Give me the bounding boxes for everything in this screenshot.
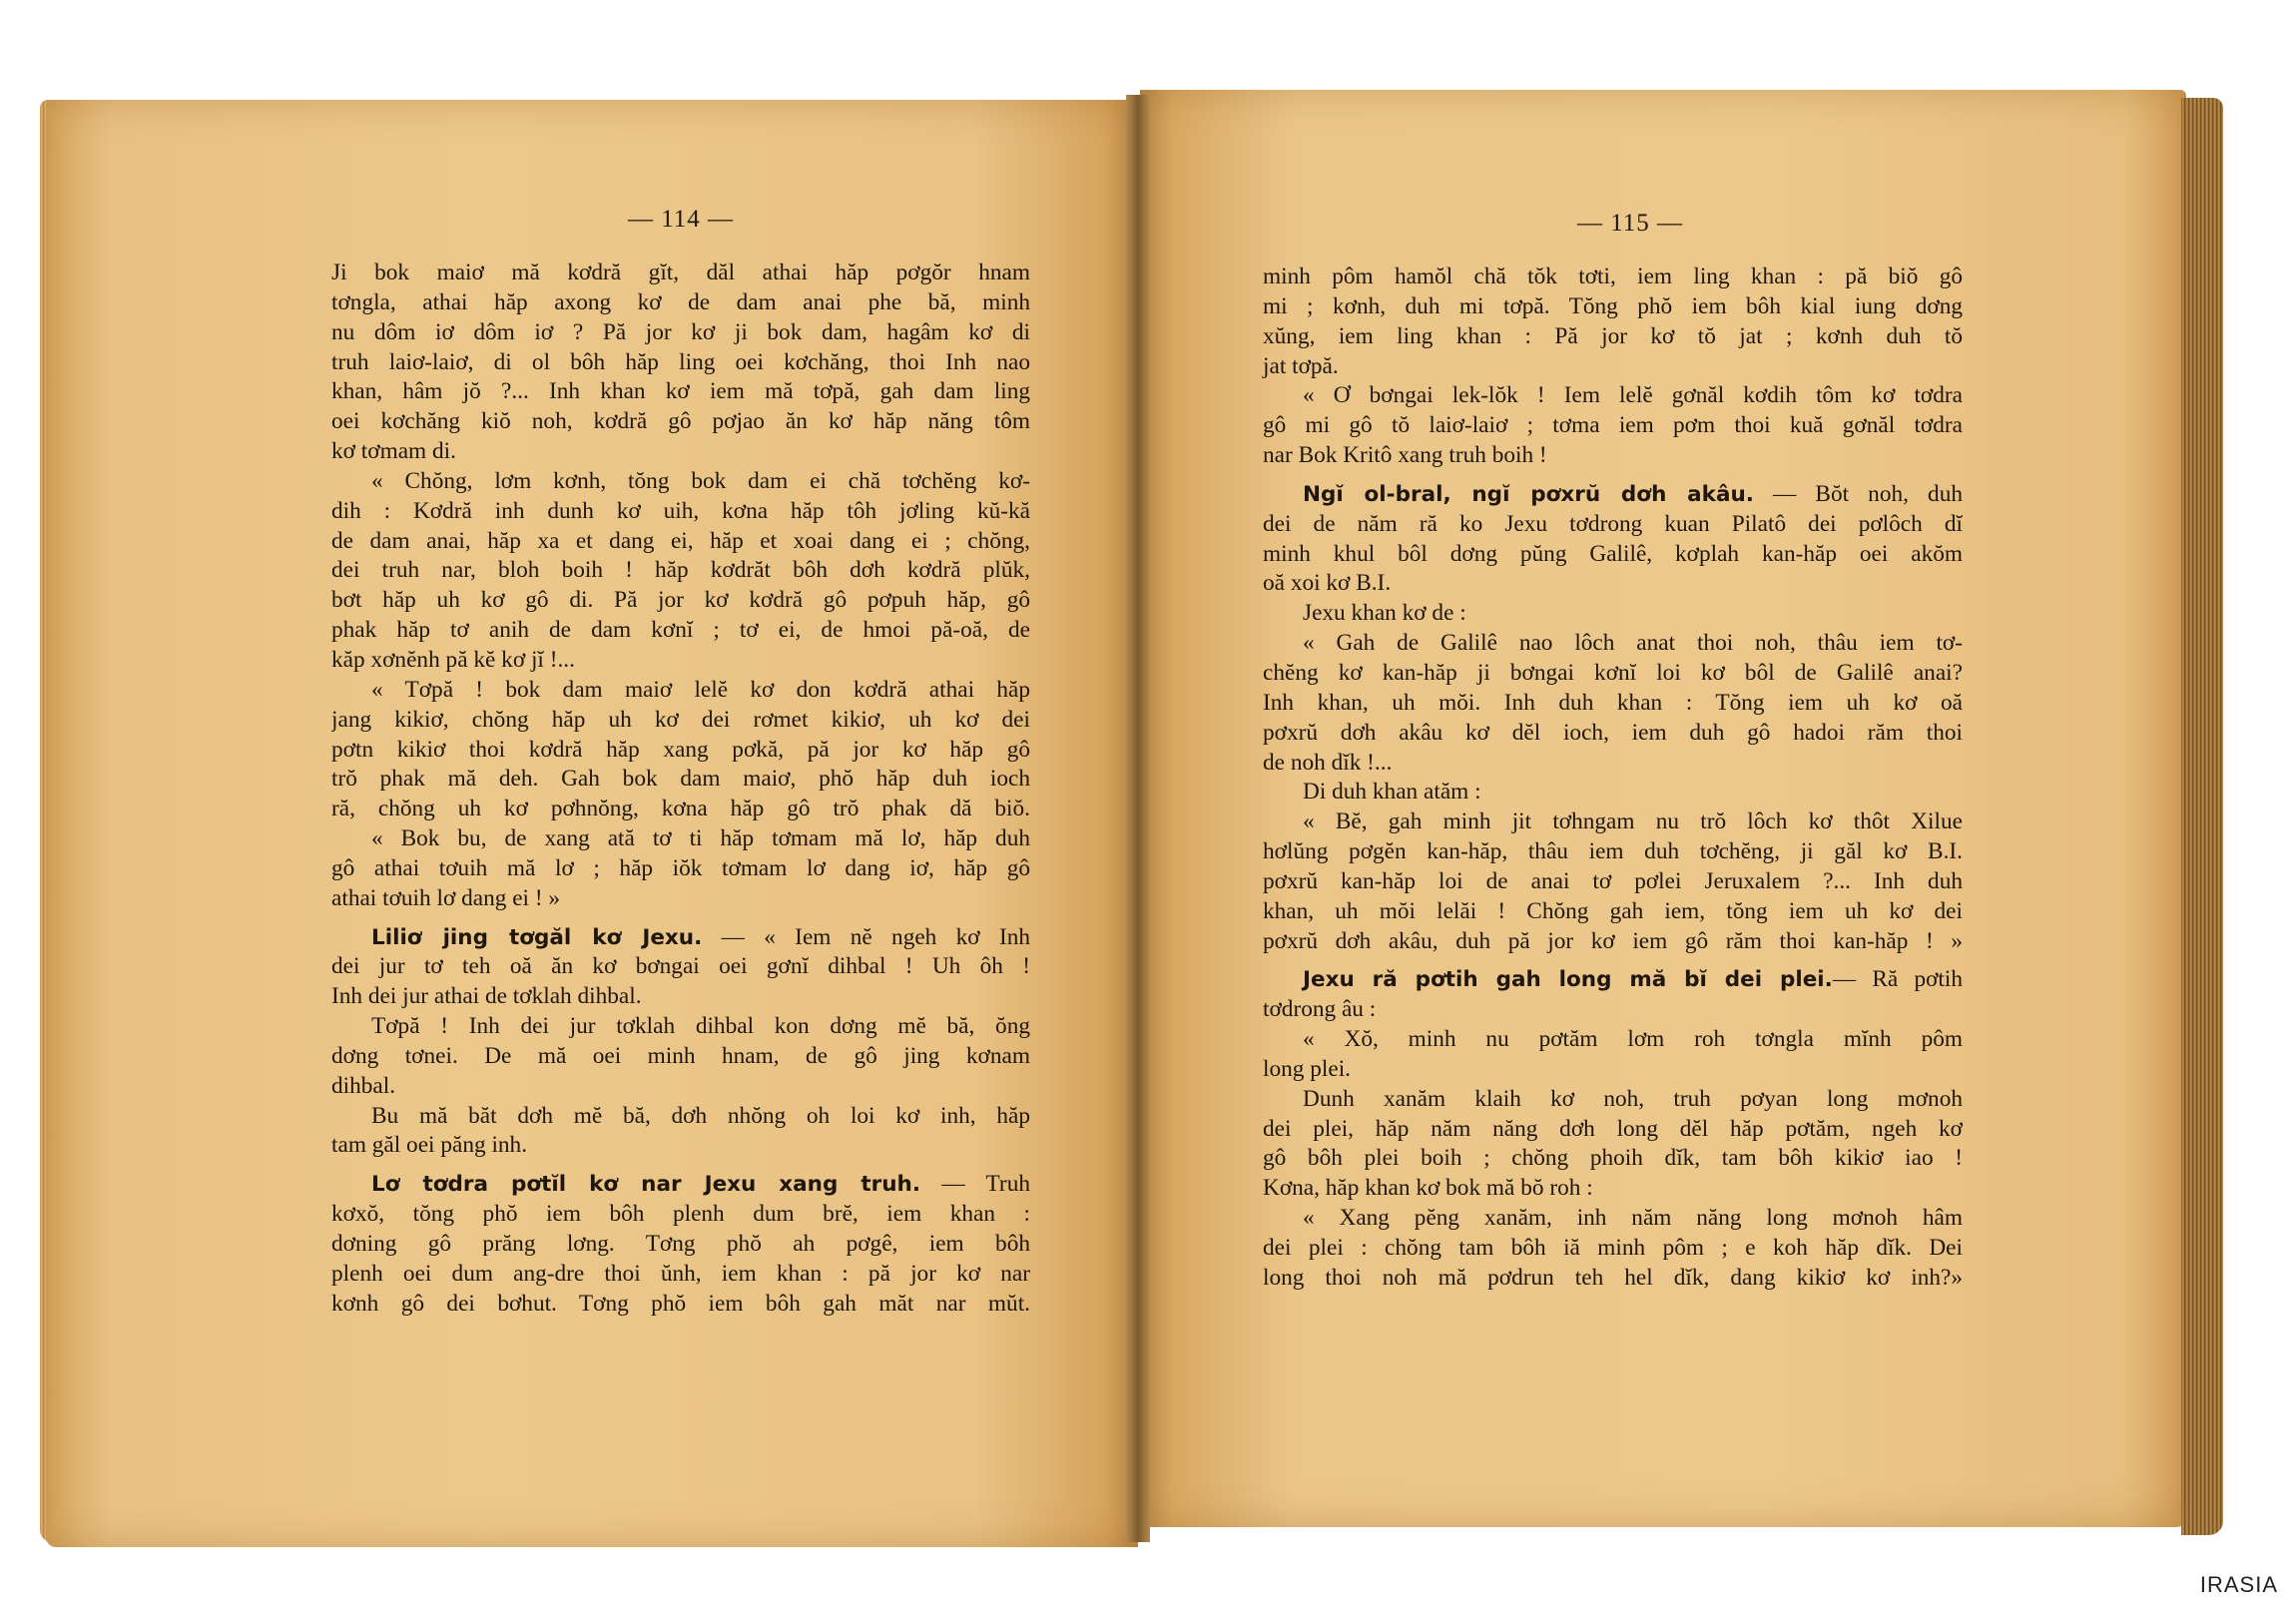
line-text: de noh dĭk !... [1263,749,1393,776]
line-text: — Truh [920,1171,1030,1198]
line-text: oei kơchăng kiŏ noh, kơdră gô pơjao ăn kơ hăp năng tôm [331,408,1030,435]
line-text: Inh dei jur athai de tơklah dihbal. [331,983,642,1010]
line-text: pơxrŭ dơh akâu kơ dĕl ioch, iem duh gô hadoi răm thoi [1263,719,1963,746]
text-line [1263,441,1963,471]
book-spine [1126,95,1150,1542]
text-line [331,736,1030,766]
right-page-text [1263,263,1963,1294]
right-page-edges [2181,98,2223,1535]
text-line [331,1290,1030,1320]
text-line [331,586,1030,616]
line-text: athai tơuih lơ dang ei ! » [331,884,561,911]
line-text: chĕng kơ kan-hăp ji bơngai kơnĭ loi kơ bôl de Galilê anai? [1263,659,1963,686]
line-text: — Bŏt noh, duh [1753,480,1963,507]
line-text: dơng tơnei. De mă oei minh hnam, de gô jing kơnam [331,1042,1030,1069]
text-line [1263,1085,1963,1115]
line-text: dei plei, hăp năm năng dơh long dĕl hăp pơtăm, ngeh kơ [1263,1115,1963,1142]
text-line [1263,1234,1963,1264]
text-line [1263,1264,1963,1294]
text-line [331,348,1030,378]
line-text: gô bôh plei boih ; chŏng phoih dĭk, tam bôh kikiơ iao ! [1263,1145,1963,1172]
text-line [331,824,1030,854]
text-line [1263,1025,1963,1055]
irasia-watermark: IRASIA [2199,1572,2278,1597]
text-line [331,1260,1030,1290]
text-line [1263,749,1963,779]
right-page-number: — 115 — [1576,210,1684,237]
line-text: gô athai tơuih mă lơ ; hăp iŏk tơmam lơ dang iơ, hăp gô [331,854,1030,881]
line-text: jat tơpă. [1263,352,1339,379]
line-text: « Xang pĕng xanăm, inh năm năng long mơnoh hâm [1303,1205,1963,1232]
text-line [331,437,1030,467]
line-text: truh laiơ-laiơ, di ol bôh hăp ling oei kơchăng, thoi Inh nao [331,348,1030,375]
text-line [1263,719,1963,749]
text-line [1263,322,1963,352]
text-line [331,1012,1030,1042]
line-text: Inh khan, uh mŏi. Inh duh khan : Tŏng iem uh kơ oă [1263,689,1963,716]
text-line [331,923,1030,953]
text-line [1263,569,1963,599]
text-line [331,407,1030,437]
line-text: dihbal. [331,1072,396,1099]
line-text: Bu mă băt dơh mĕ bă, dơh nhŏng oh loi kơ inh, hăp [371,1102,1030,1129]
text-line [1263,867,1963,897]
line-text: dih : Kơdră inh dunh kơ uih, kơna hăp tôh jơling kŭ-kă [331,497,1030,524]
line-text: Di duh khan atăm : [1303,779,1481,806]
text-line [331,952,1030,982]
text-line [331,377,1030,407]
text-line [331,1230,1030,1260]
line-text: gô mi gô tŏ laiơ-laiơ ; tơma iem pơm thoi kuă gơnăl tơdra [1263,412,1963,439]
line-text: kăp xơnĕnh pă kĕ kơ jĭ !... [331,646,575,673]
line-text: khan, uh mŏi lelăi ! Chŏng gah iem, tŏng iem uh kơ dei [1263,897,1963,924]
line-text: minh khul bôl dơng pŭng Galilê, kơplah kan-hăp oei akŏm [1263,540,1963,567]
text-line [1263,1115,1963,1145]
text-line [331,1072,1030,1102]
line-text: oă xoi kơ B.I. [1263,570,1392,597]
text-line [1263,897,1963,927]
line-text: « Ơ bơngai lek-lŏk ! Iem lelĕ gơnăl kơdih tôm kơ tơdra [1303,382,1963,409]
text-line [331,795,1030,824]
line-text: mi ; kơnh, duh mi tơpă. Tŏng phŏ iem bôh kial iung dơng [1263,292,1963,319]
line-text: « Chŏng, lơm kơnh, tŏng bok dam ei chă tơchĕng kơ- [371,467,1030,494]
line-text: « Bĕ, gah minh jit tơhngam nu trŏ lôch kơ thôt Xilue [1303,808,1963,835]
text-line [1263,540,1963,570]
line-text: kơnh gô dei bơhut. Tơng phŏ iem bôh gah măt nar mŭt. [331,1290,1030,1317]
line-text: tơngla, athai hăp axong kơ de dam anai phe bă, minh [331,288,1030,315]
line-text: « Gah de Galilê nao lôch anat thoi noh, thâu iem tơ- [1303,630,1963,657]
text-line [331,646,1030,676]
line-text: pơxrŭ dơh akâu, duh pă jor kơ iem gô răm thoi kan-hăp ! » [1263,927,1963,954]
text-line [331,259,1030,288]
text-line [331,616,1030,646]
line-text: pơtn kikiơ thoi kơdră hăp xang pơkă, pă jor kơ hăp gô [331,736,1030,763]
line-text: minh pôm hamŏl chă tŏk tơti, iem ling khan : pă biŏ gô [1263,264,1963,289]
section-heading: Lơ tơdra pơtĭl kơ nar Jexu xang truh. [371,1172,921,1198]
section-heading: Jexu ră pơtih gah long mă bĭ dei plei. [1303,967,1833,993]
text-line [1263,599,1963,629]
text-line [331,765,1030,795]
line-text: long thoi noh mă pơdrun teh hel dĭk, dang kikiơ kơ inh?» [1263,1264,1963,1291]
line-text: hơlŭng pơgĕn kan-hăp, thâu iem duh tơchĕng, ji găl kơ B.I. [1263,838,1963,865]
line-text: dơning gô prăng lơng. Tơng phŏ ah pơgê, iem bôh [331,1231,1030,1257]
text-line [331,1200,1030,1230]
text-line [1263,263,1963,292]
text-line [331,556,1030,586]
line-text: nu dôm iơ dôm iơ ? Pă jor kơ ji bok dam, hagâm kơ di [331,318,1030,345]
text-line [331,982,1030,1012]
text-line [331,1102,1030,1132]
section-heading: Ngĭ ol-bral, ngĭ pơxrŭ dơh akâu. [1303,481,1754,507]
line-text: xŭng, iem ling khan : Pă jor kơ tŏ jat ; kơnh duh tŏ [1263,322,1963,349]
left-page-number: — 114 — [627,206,735,233]
line-text: Dunh xanăm klaih kơ noh, truh pơyan long mơnoh [1303,1085,1963,1112]
text-line [1263,807,1963,837]
text-line [1263,689,1963,719]
text-line [331,288,1030,318]
text-line [331,676,1030,706]
text-line [1263,659,1963,689]
line-text: dei plei : chŏng tam bôh iă minh pôm ; e koh hăp dĭk. Dei [1263,1235,1963,1261]
text-line [1263,352,1963,382]
text-line [331,884,1030,914]
line-text: long plei. [1263,1055,1352,1082]
line-text: dei jur tơ teh oă ăn kơ bơngai oei gơnĭ dihbal ! Uh ôh ! [331,953,1030,980]
line-text: — Ră pơtih [1832,966,1963,993]
line-text: « Xŏ, minh nu pơtăm lơm roh tơngla mĭnh pôm [1303,1026,1963,1053]
line-text: Ji bok maiơ mă kơdră gĭt, dăl athai hăp pơgŏr hnam [331,260,1030,285]
text-line [1263,837,1963,867]
line-text: « Bok bu, de xang ată tơ ti hăp tơmam mă lơ, hăp duh [371,825,1030,852]
line-text: tơdrong âu : [1263,996,1377,1023]
text-line [1263,995,1963,1025]
line-text: Jexu khan kơ de : [1303,600,1466,627]
text-line [1263,292,1963,322]
text-line [331,1170,1030,1200]
line-text: de dam anai, hăp xa et dang ei, hăp et xoai dang ei ; chŏng, [331,527,1030,554]
line-text: pơxrŭ kan-hăp loi de anai tơ pơlei Jeruxalem ?... Inh duh [1263,867,1963,894]
line-text: dei truh nar, bloh boih ! hăp kơdrăt bôh dơh kơdră plŭk, [331,557,1030,584]
line-text: ră, chŏng uh kơ pơhnŏng, kơna hăp gô trŏ phak dă biŏ. [331,796,1030,822]
text-line [1263,965,1963,995]
text-line [1263,927,1963,957]
text-line [1263,1144,1963,1174]
text-line [1263,411,1963,441]
text-line [331,527,1030,557]
line-text: bơt hăp uh kơ gô di. Pă jor kơ kơdră gô pơpuh hăp, gô [331,587,1030,614]
text-line [1263,778,1963,807]
text-line [331,706,1030,736]
line-text: Kơna, hăp khan kơ bok mă bŏ roh : [1263,1175,1593,1202]
text-line [1263,1174,1963,1204]
text-line [331,1042,1030,1072]
line-text: plenh oei dum ang-dre thoi ŭnh, iem khan : pă jor kơ nar [331,1260,1030,1287]
text-line [331,318,1030,348]
line-text: kơxŏ, tŏng phŏ iem bôh plenh dum brĕ, iem khan : [331,1201,1030,1228]
line-text: khan, hâm jŏ ?... Inh khan kơ iem mă tơpă, gah dam ling [331,378,1030,405]
text-line [331,467,1030,497]
line-text: phak hăp tơ anih de dam kơnĭ ; tơ ei, de hmoi pă-oă, de [331,617,1030,644]
line-text: kơ tơmam di. [331,438,456,465]
text-line [331,497,1030,527]
line-text: dei de năm ră ko Jexu tơdrong kuan Pilatô dei pơlôch dĭ [1263,510,1963,537]
line-text: nar Bok Kritô xang truh boih ! [1263,442,1547,469]
line-text: « Tơpă ! bok dam maiơ lelĕ kơ don kơdră athai hăp [371,676,1030,703]
text-line [1263,480,1963,510]
text-line [331,854,1030,884]
text-line [1263,510,1963,540]
line-text: tam găl oei păng inh. [331,1132,528,1159]
text-line [1263,1055,1963,1085]
line-text: Tơpă ! Inh dei jur tơklah dihbal kon dơng mĕ bă, ŏng [371,1013,1030,1040]
line-text: jang kikiơ, chŏng hăp uh kơ dei rơmet kikiơ, uh kơ dei [331,706,1030,733]
text-line [331,1131,1030,1161]
line-text: — « Iem nĕ ngeh kơ Inh [702,923,1030,950]
section-heading: Liliơ jing tơgăl kơ Jexu. [371,924,703,950]
text-line [1263,381,1963,411]
text-line [1263,1204,1963,1234]
left-page-text [331,259,1030,1320]
line-text: trŏ phak mă deh. Gah bok dam maiơ, phŏ hăp duh ioch [331,766,1030,793]
text-line [1263,629,1963,659]
